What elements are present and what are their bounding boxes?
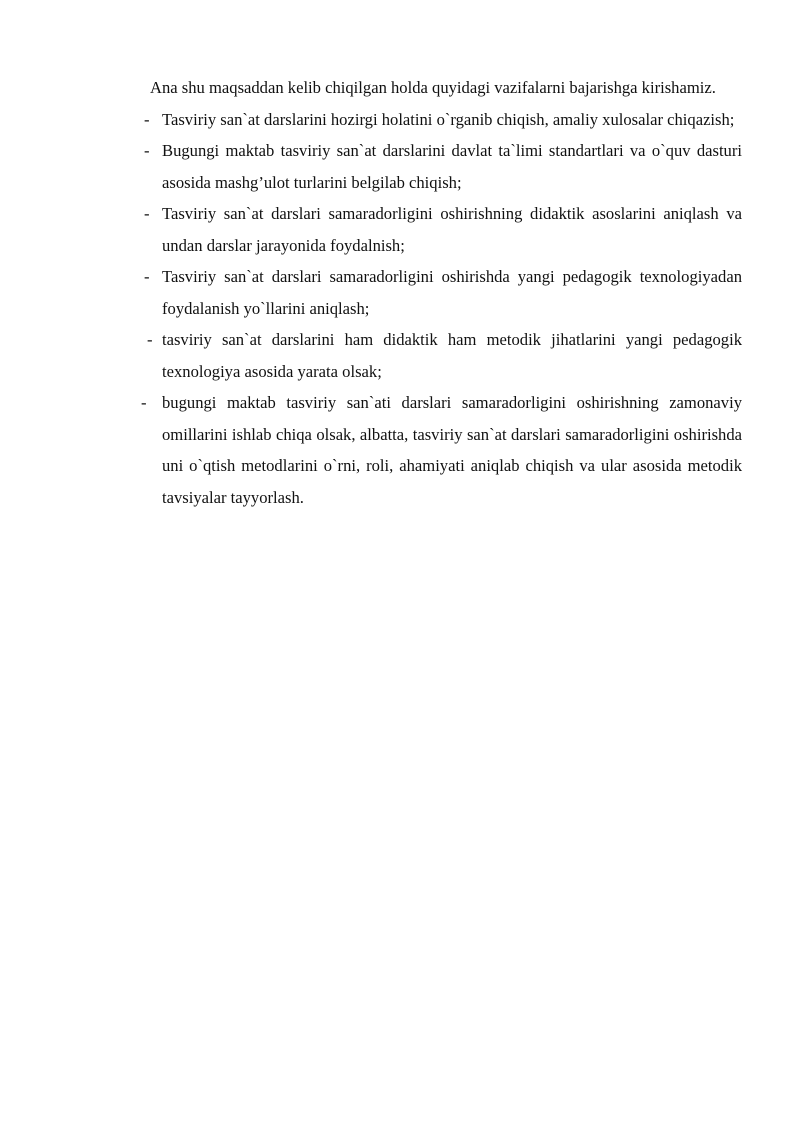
list-item: [114, 198, 742, 261]
intro-paragraph: Ana shu maqsaddan kelib chiqilgan holda quyidagi vazifalarni bajarishga kirishamiz.: [150, 78, 716, 97]
list-dash: -: [147, 330, 153, 349]
list-item-text: Tasviriy san`at darslarini hozirgi holatini o`rganib chiqish, amaliy xulosalar chiqazish;: [162, 109, 735, 129]
list-dash: -: [144, 109, 150, 129]
list-item: [114, 324, 742, 387]
list-dash: -: [141, 393, 147, 412]
list-item-text: bugungi maktab tasviriy san`ati darslari samaradorligini oshirishning zamonaviy omillarini ishlab chiqa olsak, albatta, tasviriy san`at darslari samaradorligini oshirishda uni o`qtish metodlarini o`rni, roli, ahamiyati aniqlab chiqish va ular asosida metodik tavsiyalar tayyorlash.: [162, 393, 742, 507]
list-item: [114, 135, 742, 198]
list-item: [114, 387, 742, 513]
task-list: [114, 104, 742, 514]
list-dash: -: [144, 204, 150, 223]
list-item-text: tasviriy san`at darslarini ham didaktik ham metodik jihatlarini yangi pedagogik texnologiya asosida yarata olsak;: [162, 330, 742, 381]
list-item-text: Bugungi maktab tasviriy san`at darslarini davlat ta`limi standartlari va o`quv dasturi asosida mashg’ulot turlarini belgilab chiqish;: [162, 141, 742, 192]
list-item: [114, 261, 742, 324]
list-item-text: Tasviriy san`at darslari samaradorligini oshirishda yangi pedagogik texnologiyadan foydalanish yo`llarini aniqlash;: [162, 267, 742, 318]
list-item: [114, 104, 742, 136]
list-dash: -: [144, 267, 150, 286]
list-dash: -: [144, 141, 150, 160]
document-body: [114, 72, 742, 513]
list-item-text: Tasviriy san`at darslari samaradorligini oshirishning didaktik asoslarini aniqlash va undan darslar jarayonida foydalnish;: [162, 204, 742, 255]
